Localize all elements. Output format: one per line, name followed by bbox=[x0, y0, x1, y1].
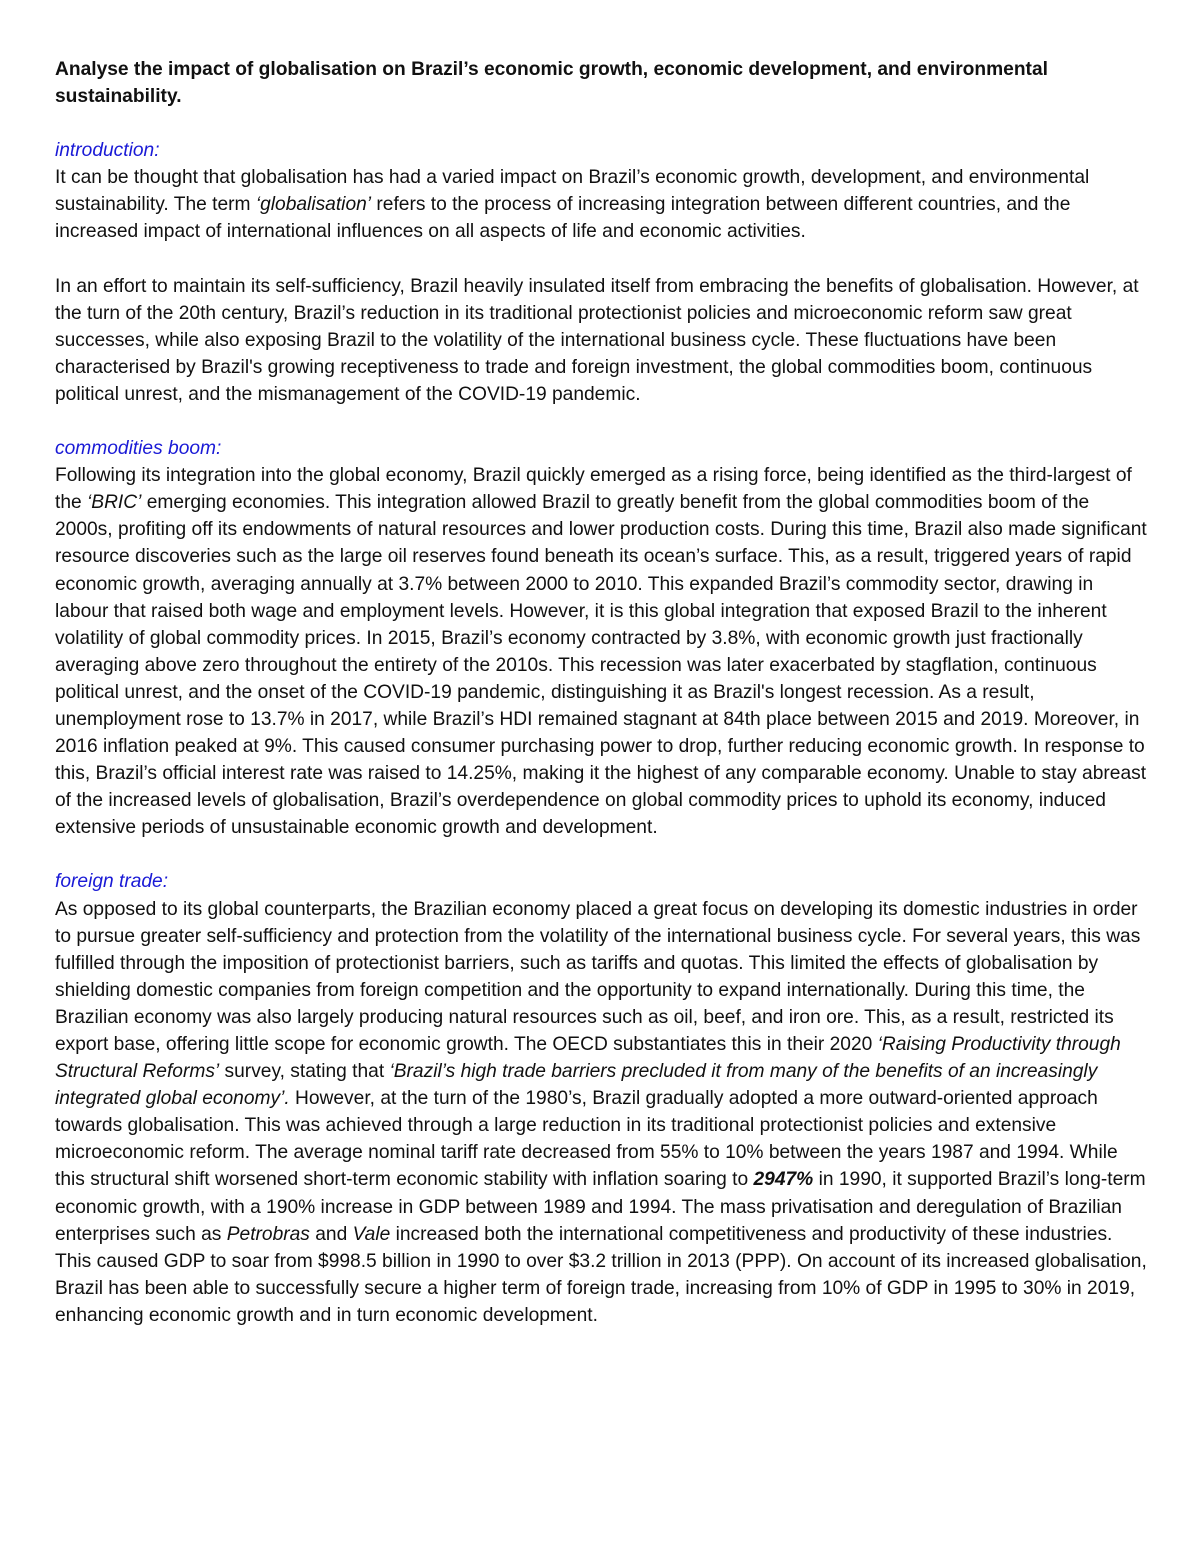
text-run: It can be thought that globalisation has had a varied impact on Brazil’s economic growth, development, and environmental sustainability. The term bbox=[55, 167, 1090, 216]
section-heading-commodities-boom: commodities boom: bbox=[55, 438, 222, 460]
text-run: Following its integration into the global economy, Brazil quickly emerged as a rising force, being identified as the third-largest of the bbox=[55, 465, 1132, 514]
emphasis-globalisation: ‘globalisation’ bbox=[255, 194, 372, 216]
text-run: survey, stating that bbox=[219, 1061, 390, 1083]
text-run: As opposed to its global counterparts, the Brazilian economy placed a great focus on developing its domestic industries in order to pursue greater self-sufficiency and protection from the volatility of the international business cycle. For several years, this was fulfilled through the imposition of protectionist barriers, such as tariffs and quotas. This limited the effects of globalisation by shielding domestic companies from foreign competition and the opportunity to expand internationally. During this time, the Brazilian economy was also largely producing natural resources such as oil, beef, and iron ore. This, as a result, restricted its export base, offering little scope for economic growth. The OECD substantiates this in their 2020 bbox=[55, 898, 1141, 1055]
text-run: increased both the international competitiveness and productivity of these industries. This caused GDP to soar from $998.5 billion in 1990 to over $3.2 trillion in 2013 (PPP). On account of its increased globalisation, Brazil has been able to successfully secure a higher term of foreign trade, increasing from 10% of GDP in 1995 to 30% in 2019, enhancing economic growth and in turn economic development. bbox=[55, 1223, 1147, 1326]
emphasis-inflation-figure bbox=[754, 1169, 814, 1190]
text-run: However, at the turn of the 1980’s, Brazil gradually adopted a more outward-oriented approach towards globalisation. This was achieved through a large reduction in its traditional protectionist policies and extensive microeconomic reform. The average nominal tariff rate decreased from 55% to 10% between the years 1987 and 1994. While this structural shift worsened short-term economic stability with inflation soaring to bbox=[55, 1088, 1118, 1191]
introduction-paragraph-1 bbox=[55, 164, 1150, 245]
section-heading-introduction: introduction: bbox=[55, 140, 160, 162]
text-run: in 1990, it supported Brazil’s long-term economic growth, with a 190% increase in GDP between 1989 and 1994. The mass privatisation and deregulation of Brazilian enterprises such as bbox=[55, 1169, 1146, 1245]
essay-title: Analyse the impact of globalisation on Brazil’s economic growth, economic development, and environmental sustainability. bbox=[55, 59, 1048, 108]
text-run: emerging economies. This integration allowed Brazil to greatly benefit from the global commodities boom of the 2000s, profiting off its endowments of natural resources and lower production costs. During this time, Brazil also made significant resource discoveries such as the large oil reserves found beneath its ocean’s surface. This, as a result, triggered years of rapid economic growth, averaging annually at 3.7% between 2000 to 2010. This expanded Brazil’s commodity sector, drawing in labour that raised both wage and employment levels. However, it is this global integration that exposed Brazil to the inherent volatility of global commodity prices. In 2015, Brazil’s economy contracted by 3.8%, with economic growth just fractionally averaging above zero throughout the entirety of the 2010s. This recession was later exacerbated by stagflation, continuous political unrest, and the onset of the COVID-19 pandemic, distinguishing it as Brazil's longest recession. As a result, unemployment rose to 13.7% in 2017, while Brazil’s HDI remained stagnant at 84th place between 2015 and 2019. Moreover, in 2016 inflation peaked at 9%. This caused consumer purchasing power to drop, further reducing economic growth. In response to this, Brazil’s official interest rate was raised to 14.25%, making it the highest of any comparable economy. Unable to stay abreast of the increased levels of globalisation, Brazil’s overdependence on global commodity prices to uphold its economy, induced extensive periods of unsustainable economic growth and development. bbox=[55, 492, 1147, 839]
emphasis-petrobras: Petrobras bbox=[226, 1223, 310, 1245]
section-heading-foreign-trade: foreign trade: bbox=[55, 871, 169, 893]
inflation-figure: 2947% bbox=[753, 1169, 814, 1191]
emphasis-vale: Vale bbox=[352, 1223, 391, 1245]
commodities-boom-paragraph bbox=[55, 462, 1150, 841]
text-run: and bbox=[309, 1223, 353, 1245]
emphasis-oecd-survey-title: ‘Raising Productivity through Structural Reforms’ bbox=[55, 1034, 1121, 1083]
emphasis-oecd-quote: ‘Brazil’s high trade barriers precluded it from many of the benefits of an increasingly integrated global economy’. bbox=[55, 1061, 1098, 1110]
emphasis-bric: ‘BRIC’ bbox=[87, 492, 142, 514]
text-run: refers to the process of increasing integration between different countries, and the increased impact of international influences on all aspects of life and economic activities. bbox=[55, 194, 1071, 243]
foreign-trade-paragraph bbox=[55, 896, 1150, 1330]
introduction-paragraph-2: In an effort to maintain its self-sufficiency, Brazil heavily insulated itself from embracing the benefits of globalisation. However, at the turn of the 20th century, Brazil’s reduction in its traditional protectionist policies and microeconomic reform saw great successes, while also exposing Brazil to the volatility of the international business cycle. These fluctuations have been characterised by Brazil's growing receptiveness to trade and foreign investment, the global commodities boom, continuous political unrest, and the mismanagement of the COVID-19 pandemic. bbox=[55, 275, 1139, 405]
